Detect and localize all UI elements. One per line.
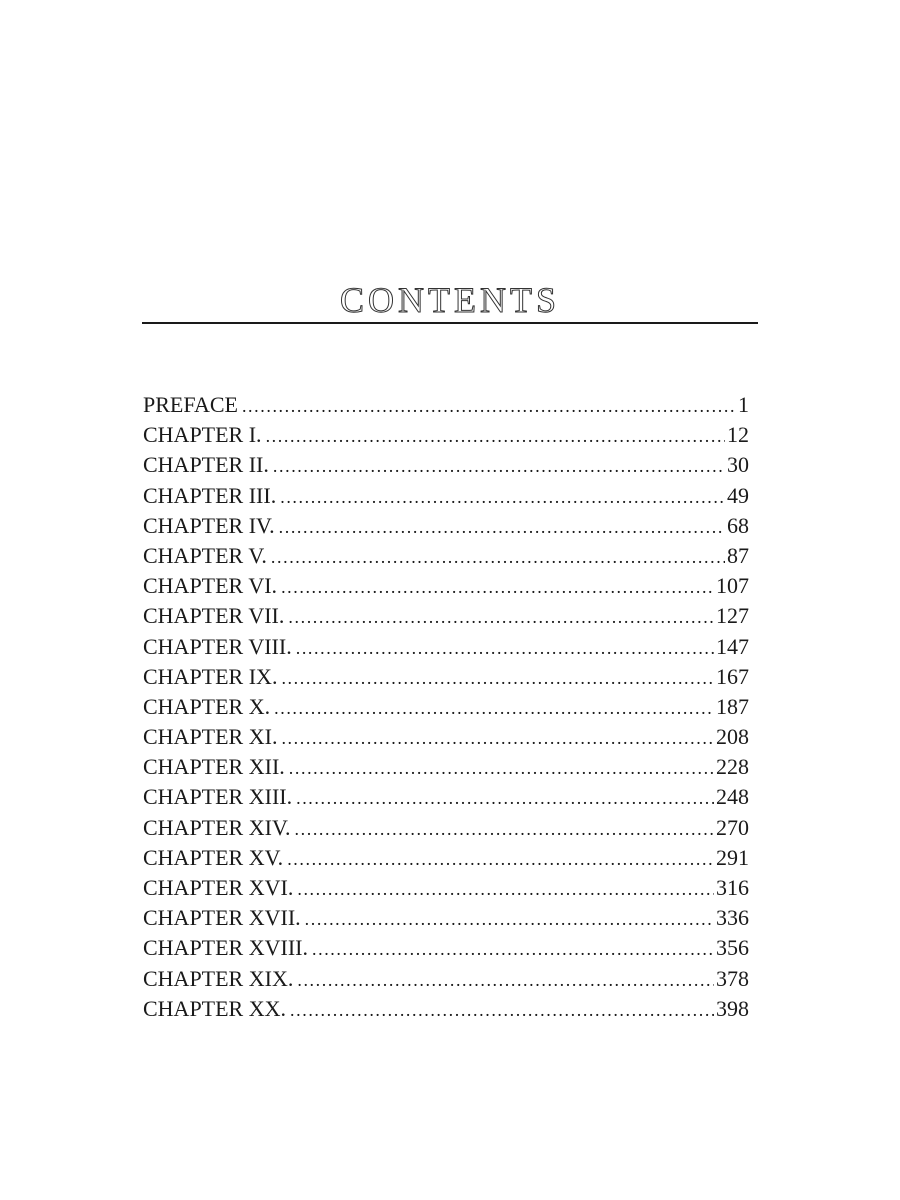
toc-leader-dots [290,995,714,1025]
toc-entry-label: CHAPTER I. [143,422,262,448]
page-title: CONTENTS [340,280,560,321]
toc-entry-label: CHAPTER XII. [143,754,285,780]
toc-entry[interactable] [143,873,749,903]
title-rule [142,322,758,324]
toc-leader-dots [296,633,714,663]
toc-entry-page: 30 [727,452,749,478]
toc-entry-label: CHAPTER X. [143,693,271,719]
toc-leader-dots [242,391,736,421]
toc-entry-label: CHAPTER IX. [143,663,278,689]
toc-leader-dots [297,965,714,995]
toc-entry-page: 248 [716,784,749,810]
toc-entry-label: CHAPTER XI. [143,724,278,750]
toc-leader-dots [281,572,714,602]
toc-entry[interactable] [143,933,749,963]
toc-leader-dots [281,663,714,693]
toc-leader-dots [288,602,714,632]
toc-entry-label: CHAPTER XV. [143,844,284,870]
toc-entry-page: 336 [716,905,749,931]
toc-entry-page: 1 [738,392,749,417]
table-of-contents [143,390,749,1024]
toc-entry-label: CHAPTER XX. [143,995,287,1021]
toc-entry-label: CHAPTER XVII. [143,905,301,931]
toc-entry[interactable] [143,420,749,450]
toc-entry[interactable] [143,692,749,722]
toc-entry-label: CHAPTER XIV. [143,814,291,840]
toc-leader-dots [296,783,714,813]
toc-entry[interactable] [143,571,749,601]
toc-entry-label: CHAPTER IV. [143,512,275,538]
toc-entry[interactable] [143,450,749,480]
toc-entry-label: CHAPTER VII. [143,603,285,629]
toc-entry[interactable] [143,632,749,662]
toc-leader-dots [295,814,714,844]
toc-entry[interactable] [143,662,749,692]
toc-leader-dots [280,482,725,512]
toc-entry[interactable] [143,481,749,511]
toc-entry-page: 291 [716,844,749,870]
toc-leader-dots [287,844,714,874]
toc-entry-label: CHAPTER VIII. [143,633,292,659]
toc-entry-label: CHAPTER VI. [143,573,278,599]
toc-entry[interactable] [143,964,749,994]
toc-leader-dots [297,874,714,904]
toc-entry[interactable] [143,390,749,420]
toc-leader-dots [305,904,714,934]
toc-leader-dots [266,421,725,451]
toc-entry-page: 127 [716,603,749,629]
toc-entry-page: 87 [727,542,749,568]
toc-leader-dots [271,542,725,572]
toc-entry-page: 270 [716,814,749,840]
toc-leader-dots [273,451,725,481]
toc-entry-label: CHAPTER XIII. [143,784,293,810]
toc-entry-page: 208 [716,724,749,750]
toc-entry[interactable] [143,903,749,933]
toc-entry-label: CHAPTER II. [143,452,269,478]
toc-leader-dots [312,934,714,964]
toc-leader-dots [274,693,714,723]
toc-entry-page: 228 [716,754,749,780]
toc-entry-page: 378 [716,965,749,991]
toc-entry-label: CHAPTER XVI. [143,875,294,900]
toc-entry-label: CHAPTER III. [143,482,277,508]
toc-entry-page: 356 [716,935,749,961]
toc-entry-label: CHAPTER XIX. [143,965,294,991]
toc-entry-page: 167 [716,663,749,689]
toc-entry-page: 316 [716,875,749,900]
toc-entry[interactable] [143,994,749,1024]
toc-entry[interactable] [143,813,749,843]
toc-leader-dots [279,512,725,542]
toc-entry-label: PREFACE [143,392,238,417]
toc-entry-page: 147 [716,633,749,659]
toc-entry-label: CHAPTER XVIII. [143,935,308,961]
toc-entry-page: 49 [727,482,749,508]
toc-entry[interactable] [143,601,749,631]
toc-entry-label: CHAPTER V. [143,542,267,568]
toc-entry-page: 12 [727,422,749,448]
toc-entry[interactable] [143,782,749,812]
toc-entry[interactable] [143,752,749,782]
toc-entry[interactable] [143,722,749,752]
toc-entry[interactable] [143,843,749,873]
toc-entry-page: 107 [716,573,749,599]
toc-entry[interactable] [143,511,749,541]
toc-leader-dots [289,753,714,783]
toc-entry[interactable] [143,541,749,571]
toc-entry-page: 68 [727,512,749,538]
toc-entry-page: 398 [716,995,749,1021]
toc-leader-dots [281,723,714,753]
toc-entry-page: 187 [716,693,749,719]
